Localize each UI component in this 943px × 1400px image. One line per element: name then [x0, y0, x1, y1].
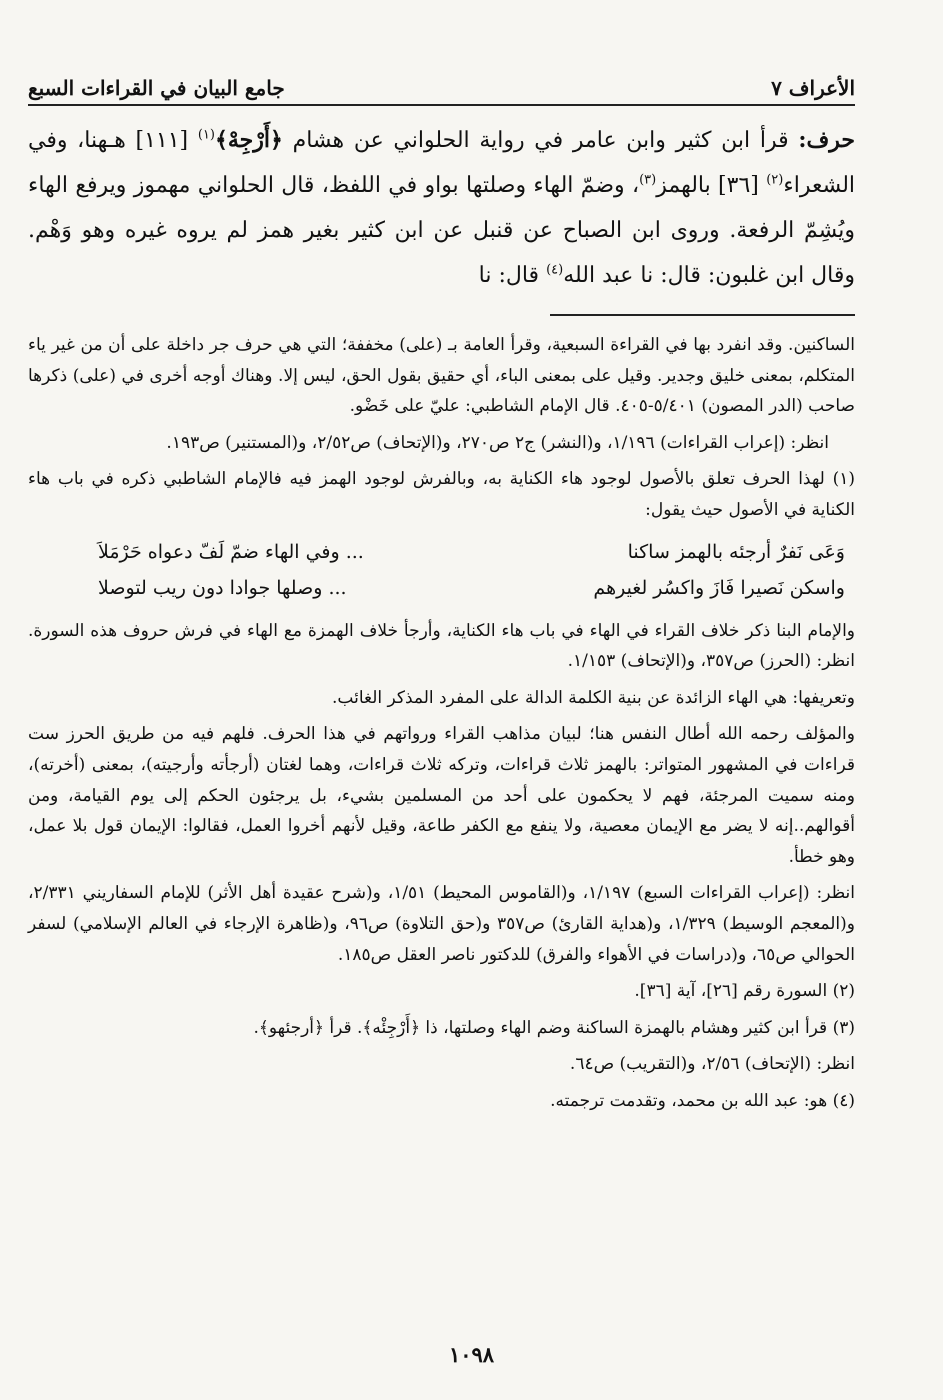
footnote-continued: الساكنين. وقد انفرد بها في القراءة السبعية، وقرأ العامة بـ (على) مخففة؛ التي هي حرف جر داخلة على أن من غير ياء المتكلم، بمعنى خليق وجدير. وقيل على بمعنى الباء، أي حقيق بقول الحق، ليس إلا. وهناك أوجه أخرى في (على) ذكرها صاحب (الدر المصون) ٥/٤٠١-٤٠٥. قال الإمام الشاطبي: عليّ على خَضْو. [28, 335, 855, 417]
main-text-part-4: ، وضمّ الهاء وصلتها بواو في اللفظ، قال الحلواني مهموز ويرفع الهاء ويُشِمّ الرفعة. وروى ابن الصباح عن قنبل عن ابن كثير بغير همز لم يروه غيره وهو وَهْم. وقال ابن غلبون: قال: نا عبد الله [28, 173, 855, 288]
footnote-3-references: انظر: (الإتحاف) ٢/٥٦، و(التقريب) ص٦٤. [569, 1054, 855, 1075]
footnote-1-definition: وتعريفها: هي الهاء الزائدة عن بنية الكلمة الدالة على المفرد المذكر الغائب. [331, 687, 855, 708]
footnote-separator [550, 314, 855, 316]
running-header [28, 60, 855, 106]
poem-line [28, 570, 855, 606]
poem-hemistich: ... وفي الهاء ضمّ لَفّ دعواه حَرْمَلاَ [98, 540, 364, 563]
main-text [28, 118, 855, 298]
section-lead: حرف: [798, 127, 855, 153]
footnote-1-references: انظر: (إعراب القراءات السبع) ١/١٩٧، و(القاموس المحيط) ١/٥١، و(شرح عقيدة أهل الأثر) للإمام السفاريني ٢/٣٣١، و(المعجم الوسيط) ١/٣٢٩، و(هداية القارئ) ص٣٥٧ و(حق التلاوة) ص٩٦، و(ظاهرة الإرجاء في العالم الإسلامي) لسفر الحوالي ص٦٥، و(دراسات في الأهواء والفرق) للدكتور ناصر العقل ص١٨٥. [28, 883, 856, 965]
footnote-1-discussion: والمؤلف رحمه الله أطال النفس هنا؛ لبيان مذاهب القراء ورواتهم في هذا الحرف. فلهم فيه من طريق الحرز ست قراءات في المشهور المتواتر: بالهمز ثلاث قراءات، وتركه ثلاث قراءات، وهما لغتان (أرجأته وأرجيته)، بمعنى (أخرته)، ومنه سميت المرجئة، فهم لا يحكمون على أحد من المسلمين بشيء، بل يرجئون الحكم إلى يوم القيامة، ومن أقوالهم..إنه لا يضر مع الإيمان معصية، ولا ينفع مع الكفر طاعة، وقيل لأنهم أخروا العمل، فقالوا: الإيمان قول بلا عمل، وهو خطأ. [28, 724, 855, 867]
main-text-part-2: [١١١] هـهنا، وفي الشعراء [28, 128, 856, 198]
footnote-3: (٣) قرأ ابن كثير وهشام بالهمزة الساكنة وضم الهاء وصلتها، ذا ﴿أَرْجِئْه﴾. قرأ ﴿أرجئهو﴾. [253, 1017, 855, 1038]
poem-hemistich: وَعَى نَفرٌ أرجئه بالهمز ساكنا [627, 540, 845, 563]
footnote-ref-3: (٣) [639, 172, 657, 188]
footnote-4: (٤) هو: عبد الله بن محمد، وتقدمت ترجمته. [550, 1090, 855, 1111]
header-surah: الأعراف ٧ [771, 76, 855, 100]
quran-word: ﴿أَرْجِهْ﴾ [214, 127, 283, 153]
main-text-part-3: [٣٦] بالهمز [656, 173, 759, 198]
main-text-part-1: قرأ ابن كثير وابن عامر في رواية الحلواني عن هشام [292, 128, 789, 153]
footnote-ref-2: (٢) [766, 172, 784, 188]
poem [28, 534, 855, 606]
footnote-ref-1: (١) [197, 127, 215, 143]
main-text-part-5: قال: نا [478, 263, 540, 288]
page-number: ١٠٩٨ [448, 1342, 495, 1367]
poem-hemistich: ... وصلها جوادا دون ريب لتوصلا [98, 576, 347, 599]
footnotes [28, 330, 855, 1122]
header-book-title: جامع البيان في القراءات السبع [28, 76, 285, 100]
footnote-2: (٢) السورة رقم [٢٦]، آية [٣٦]. [634, 981, 855, 1002]
footnote-1: (١) لهذا الحرف تعلق بالأصول لوجود هاء الكناية به، وبالفرش لوجود الهمز فيه فالإمام الشاطبي ذكره في باب هاء الكناية في الأصول حيث يقول: [28, 469, 855, 520]
poem-line [28, 534, 855, 570]
footnote-references: انظر: (إعراب القراءات) ١/١٩٦، و(النشر) ج٢ ص٢٧٠، و(الإتحاف) ص٢/٥٢، و(المستنير) ص١٩٣. [166, 432, 829, 453]
footnote-1-continued: والإمام البنا ذكر خلاف القراء في الهاء في باب هاء الكناية، وأرجأ خلاف الهمزة مع الهاء في فرش حروف هذه السورة. انظر: (الحرز) ص٣٥٧، و(الإتحاف) ١/١٥٣. [28, 620, 855, 672]
poem-hemistich: واسكن نَصيرا فَازَ واكسُر لغيرهم [593, 576, 845, 599]
footnote-ref-4: (٤) [546, 262, 564, 278]
